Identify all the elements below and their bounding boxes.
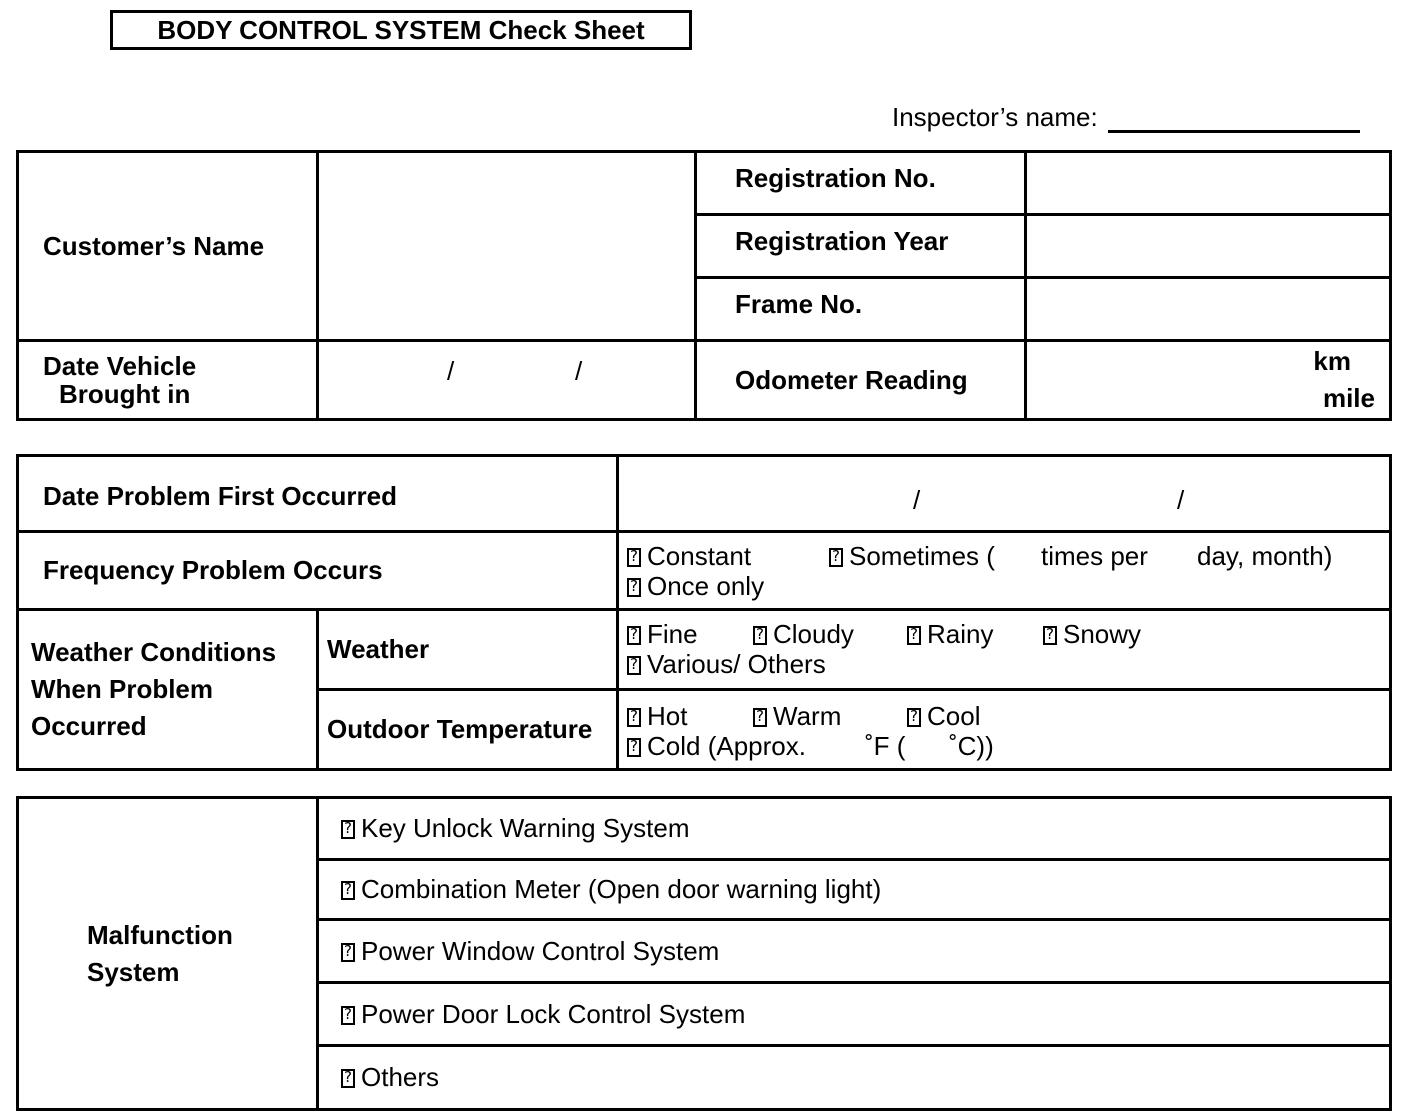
temp-fahrenheit-label: ˚F ( (865, 731, 906, 761)
system-power-window-option[interactable]: ?Power Window Control System (318, 920, 1391, 983)
checkbox-icon[interactable] (627, 578, 641, 597)
checkbox-icon[interactable] (341, 820, 355, 839)
inspector-name-field (892, 102, 1360, 133)
checkbox-icon[interactable] (753, 708, 767, 727)
inspector-name-label: Inspector’s name: (892, 102, 1098, 132)
date-first-occurred-input[interactable] (618, 456, 1391, 532)
temperature-options (618, 690, 1391, 770)
date-brought-label (18, 341, 318, 420)
times-per-label: times per (1041, 541, 1148, 571)
checkbox-icon[interactable] (627, 708, 641, 727)
day-month-label: day, month) (1197, 541, 1333, 571)
frequency-label: Frequency Problem Occurs (18, 532, 618, 610)
temp-cool-option[interactable]: ? Cool (907, 701, 980, 732)
system-combination-meter-option[interactable]: ?Combination Meter (Open door warning light) (318, 860, 1391, 920)
problem-info-table (16, 454, 1392, 771)
temp-warm-option[interactable]: ? Warm (753, 701, 841, 732)
frequency-sometimes-option[interactable]: ? Sometimes ( (829, 541, 995, 572)
weather-fine-option[interactable]: ? Fine (627, 619, 698, 650)
customer-name-label: Customer’s Name (18, 152, 318, 341)
date-first-occurred-label: Date Problem First Occurred (18, 456, 618, 532)
checkbox-icon[interactable] (829, 548, 843, 567)
date-brought-label-line1: Date Vehicle (43, 351, 197, 381)
frequency-constant-option[interactable]: ? Constant (627, 541, 751, 572)
date-separator: / (447, 356, 455, 386)
odometer-label: Odometer Reading (696, 341, 1026, 420)
date-brought-label-line2: Brought in (59, 379, 191, 409)
frequency-options (618, 532, 1391, 610)
temp-celsius-label: ˚C)) (949, 731, 994, 761)
checkbox-icon[interactable] (907, 626, 921, 645)
odometer-input[interactable] (1026, 341, 1391, 420)
unit-km: km (1313, 346, 1351, 376)
temp-hot-option[interactable]: ? Hot (627, 701, 687, 732)
customer-name-input[interactable] (318, 152, 696, 341)
checkbox-icon[interactable] (627, 626, 641, 645)
checkbox-icon[interactable] (1043, 626, 1057, 645)
sheet-title: BODY CONTROL SYSTEM Check Sheet (110, 10, 692, 50)
checkbox-icon[interactable] (627, 548, 641, 567)
checkbox-icon[interactable] (627, 656, 641, 675)
malfunction-label-line1: Malfunction (87, 919, 233, 950)
inspector-name-input[interactable] (1108, 106, 1360, 133)
checkbox-icon[interactable] (753, 626, 767, 645)
weather-label: Weather (318, 610, 618, 690)
checkbox-icon[interactable] (341, 881, 355, 900)
outdoor-temperature-label: Outdoor Temperature (318, 690, 618, 770)
frame-no-label: Frame No. (696, 278, 1026, 341)
weather-conditions-line3: Occurred (31, 711, 147, 741)
weather-conditions-label (18, 610, 318, 770)
malfunction-label-line2: System (87, 956, 180, 987)
weather-rainy-option[interactable]: ? Rainy (907, 619, 993, 650)
system-key-unlock-option[interactable]: ?Key Unlock Warning System (318, 798, 1391, 860)
registration-year-label: Registration Year (696, 215, 1026, 278)
checkbox-icon[interactable] (627, 738, 641, 757)
checkbox-icon[interactable] (341, 943, 355, 962)
checkbox-icon[interactable] (341, 1069, 355, 1088)
weather-conditions-line1: Weather Conditions (31, 637, 277, 667)
frequency-once-option[interactable]: ?Once only (627, 571, 764, 602)
malfunction-table (16, 796, 1392, 1111)
date-brought-input[interactable] (318, 341, 696, 420)
frame-no-input[interactable] (1026, 278, 1391, 341)
date-separator: / (1177, 485, 1185, 515)
weather-cloudy-option[interactable]: ? Cloudy (753, 619, 854, 650)
weather-snowy-option[interactable]: ? Snowy (1043, 619, 1141, 650)
registration-no-input[interactable] (1026, 152, 1391, 215)
registration-no-label: Registration No. (696, 152, 1026, 215)
malfunction-system-label (18, 798, 318, 1110)
system-power-door-lock-option[interactable]: ?Power Door Lock Control System (318, 983, 1391, 1046)
unit-mile: mile (1322, 383, 1375, 413)
checkbox-icon[interactable] (907, 708, 921, 727)
date-separator: / (913, 485, 921, 515)
weather-conditions-line2: When Problem (31, 674, 214, 704)
registration-year-input[interactable] (1026, 215, 1391, 278)
vehicle-info-table (16, 150, 1392, 421)
checkbox-icon[interactable] (341, 1006, 355, 1025)
weather-various-option[interactable]: ?Various/ Others (627, 649, 826, 680)
temp-cold-option[interactable]: ?Cold (Approx. (627, 731, 806, 762)
date-separator: / (575, 356, 583, 386)
system-others-option[interactable]: ?Others (318, 1046, 1391, 1110)
weather-options (618, 610, 1391, 690)
